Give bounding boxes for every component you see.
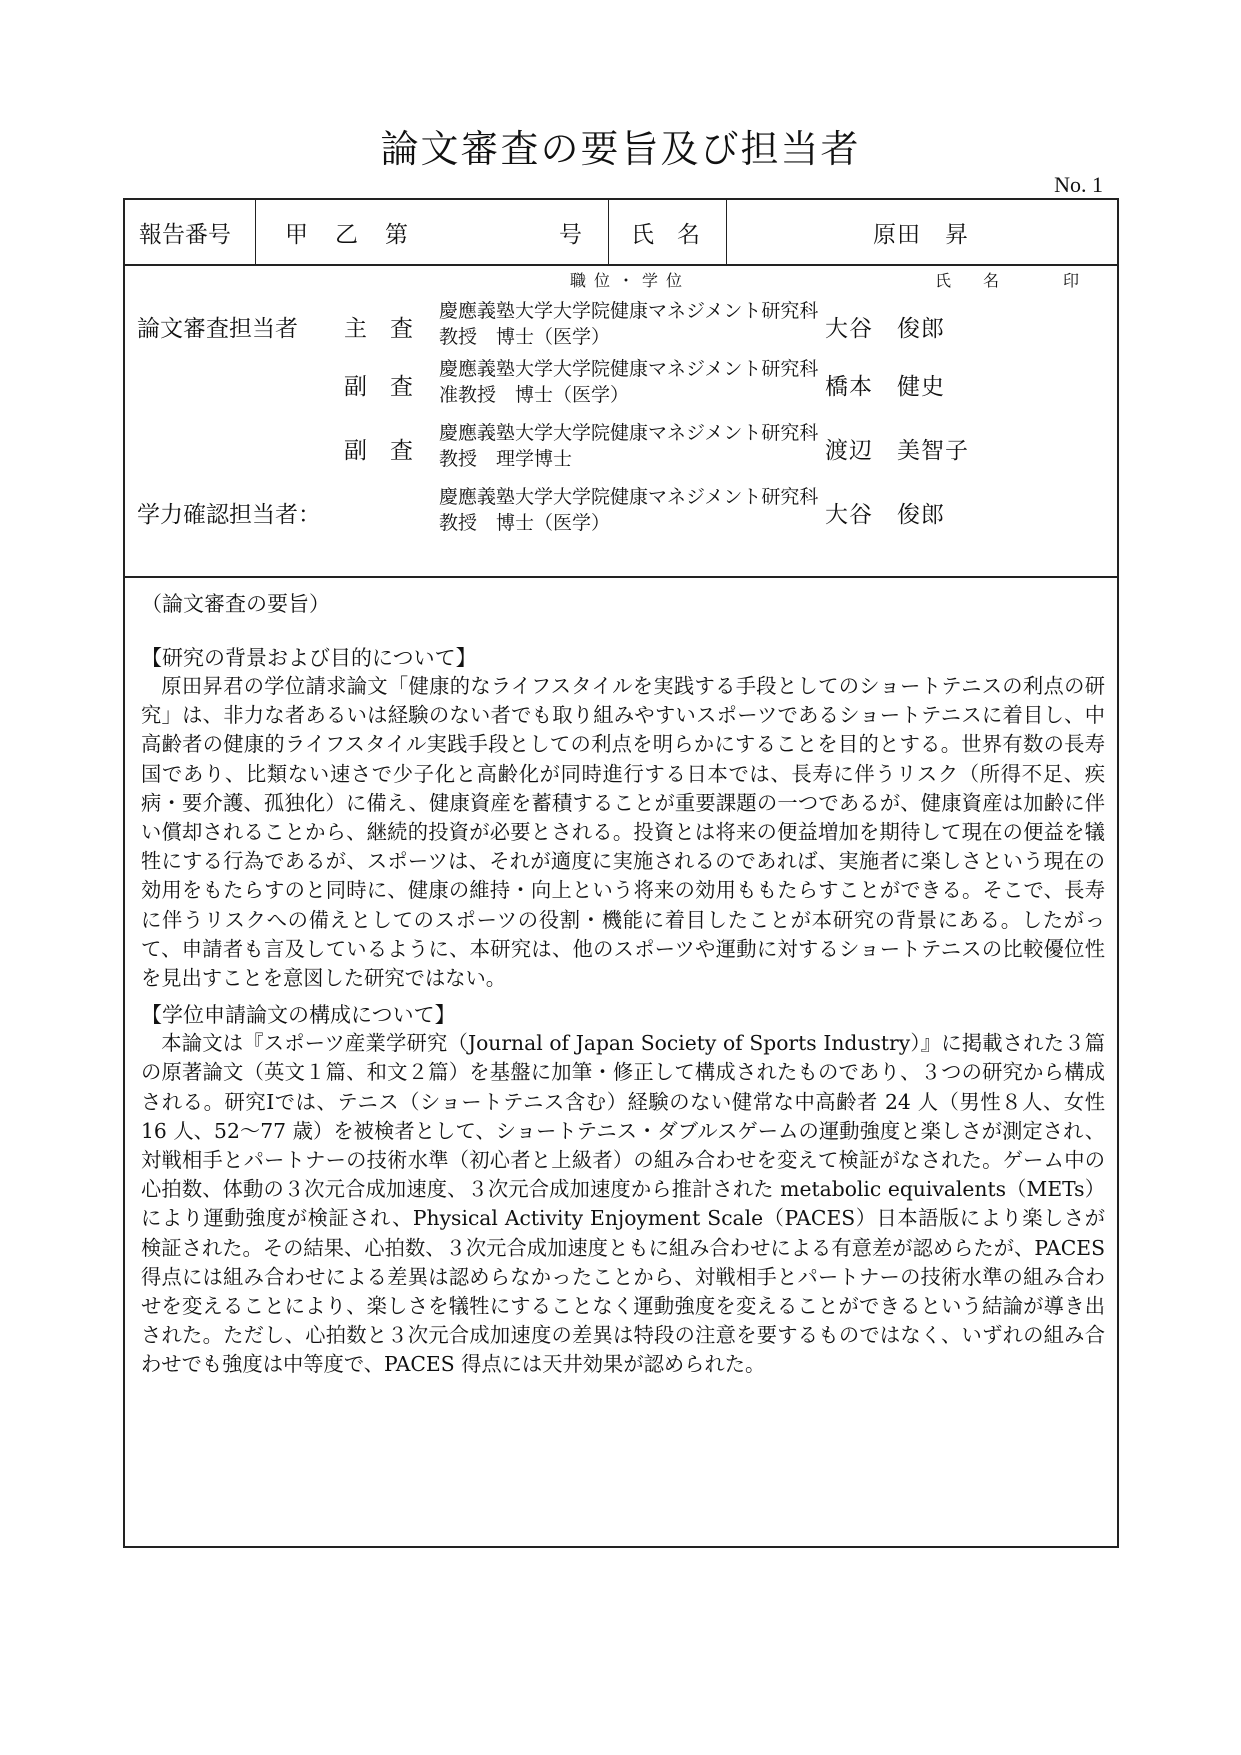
section-text-background: 原田昇君の学位請求論文「健康的なライフスタイルを実践する手段としてのショートテニスの利点の研究」は、非力な者あるいは経験のない者でも取り組みやすいスポーツであるショートテニスに着目し、中高齢者の健康的ライフスタイル実践手段としての利点を明らかにすることを目的とする。世界有数の長寿国であり、比類ない速さで少子化と高齢化が同時進行する日本では、長寿に伴うリスク（所得不足、疾病・要介護、孤独化）に備え、健康資産を蓄積することが重要課題の一つであるが、健康資産は加齢に伴い償却されることから、継続的投資が必要とされる。投資とは将来の便益増加を期待して現在の便益を犠牲にする行為であるが、スポーツは、それが適度に実施されるのであれば、実施者に楽しさという現在の効用をもたらすのと同時に、健康の維持・向上という将来の効用ももたらすことができる。そこで、長寿に伴うリスクへの備えとしてのスポーツの役割・機能に着目したことが本研究の背景にある。したがって、申請者も言及しているように、本研究は、他のスポーツや運動に対するショートテニスの比較優位性を見出すことを意図した研究ではない。 (141, 674, 1105, 991)
column-name: 氏名 (935, 271, 1032, 290)
section-text-structure: 本論文は『スポーツ産業学研究（Journal of Japan Society of Sports Industry）』に掲載された３篇の原著論文（英文１篇、和文２篇）を基盤に加筆・修正して構成されたものであり、３つの研究から構成される。研究Ⅰでは、テニス（ショートテニス含む）経験のない健常な中高齢者 24 人（男性８人、女性 16 人、52～77 歳）を被検者として、ショートテニス・ダブルスゲームの運動強度と楽しさが測定され、対戦相手とパートナーの技術水準（初心者と上級者）の組み合わせを変えて検証がなされた。ゲーム中の心拍数、体動の３次元合成加速度、３次元合成加速度から推計された metabolic equivalents（METs）により運動強度が検証され、Physical Activity Enjoyment Scale（PACES）日本語版により楽しさが検証された。その結果、心拍数、３次元合成加速度ともに組み合わせによる有意差が認めらたが、PACES 得点には組み合わせによる差異は認めらなかったことから、対戦相手とパートナーの技術水準の組み合わせを変えることにより、楽しさを犠牲にすることなく運動強度を変えることができるという結論が導き出された。ただし、心拍数と３次元合成加速度の差異は特段の注意を要するものではなく、いずれの組み合わせでも強度は中等度で、PACES 得点には天井効果が認められた。 (141, 1031, 1105, 1377)
examiner-label: 論文審査担当者 (137, 316, 298, 342)
summary-heading: （論文審査の要旨） (141, 592, 330, 616)
examiner-name: 橋本 健史 (825, 374, 945, 400)
affiliation-line: 慶應義塾大学大学院健康マネジメント研究科 (439, 300, 819, 322)
examiner-name: 大谷 俊郎 (825, 316, 945, 342)
ability-examiner-name: 大谷 俊郎 (825, 502, 945, 528)
examiners-section (125, 266, 1117, 578)
examiner-affiliation (439, 356, 818, 408)
report-no-kou: 甲 (285, 221, 308, 248)
affiliation-line: 慶應義塾大学大学院健康マネジメント研究科 (439, 486, 819, 508)
report-no-label: 報告番号 (139, 221, 231, 248)
ability-check-label: 学力確認担当者： (137, 502, 321, 528)
affiliation-line: 慶應義塾大学大学院健康マネジメント研究科 (439, 358, 819, 380)
title-line: 准教授 博士（医学） (439, 384, 630, 406)
examiner-affiliation (439, 298, 818, 350)
affiliation-line: 慶應義塾大学大学院健康マネジメント研究科 (439, 422, 819, 444)
report-no-dai: 第 (385, 221, 408, 248)
report-no-go: 号 (559, 221, 582, 248)
report-no-otsu: 乙 (335, 221, 358, 248)
section-heading-background: 【研究の背景および目的について】 (141, 646, 477, 670)
applicant-name: 原田 昇 (873, 221, 969, 248)
document-number: No. 1 (1054, 172, 1103, 197)
examiner-affiliation (439, 420, 818, 472)
examiner-role: 副 査 (344, 374, 413, 400)
form-frame (123, 198, 1119, 1548)
ability-affiliation (439, 484, 818, 536)
name-label: 氏 名 (631, 221, 700, 248)
section-heading-structure: 【学位申請論文の構成について】 (141, 1003, 456, 1028)
examiner-role: 主 査 (344, 316, 413, 342)
column-seal: 印 (1063, 271, 1088, 290)
column-position-degree: 職位・学位 (570, 271, 691, 290)
title-line: 教授 博士（医学） (439, 326, 611, 348)
title-line: 教授 理学博士 (439, 448, 573, 470)
document-title: 論文審査の要旨及び担当者 (380, 127, 861, 171)
examiner-name: 渡辺 美智子 (825, 438, 969, 464)
report-header-row (125, 200, 1117, 266)
title-line: 教授 博士（医学） (439, 512, 611, 534)
examiner-role: 副 査 (344, 438, 413, 464)
